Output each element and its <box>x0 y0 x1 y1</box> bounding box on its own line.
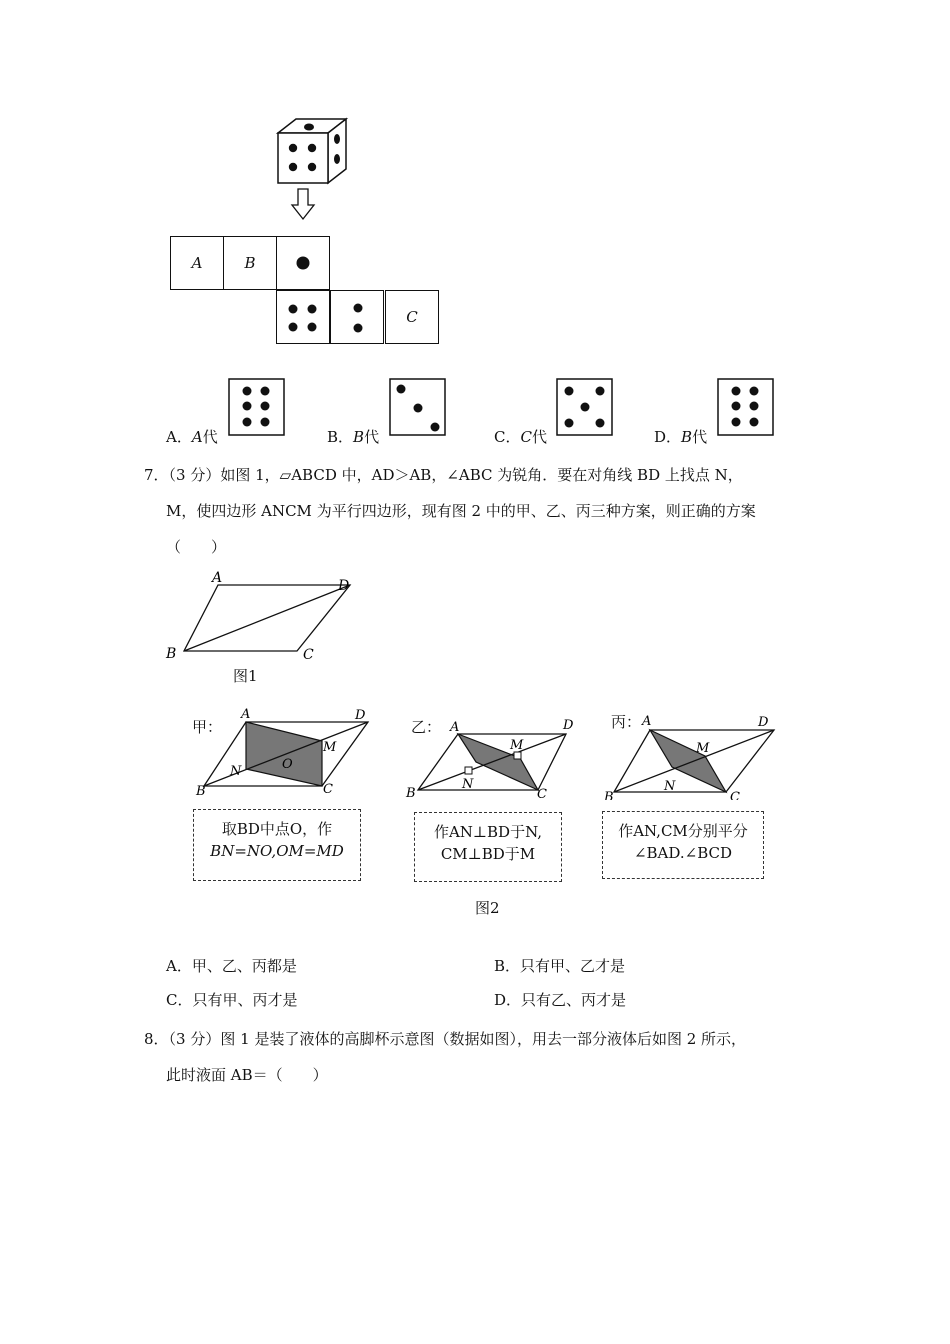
figure-2-caption: 图2 <box>475 899 500 917</box>
svg-text:B: B <box>604 790 614 800</box>
scheme-yi-label: 乙： <box>411 718 442 736</box>
svg-text:C: C <box>537 787 547 800</box>
scheme-jia-label: 甲： <box>192 718 223 736</box>
q7-line-1: 7．（3 分）如图 1，▱ABCD 中，AD＞AB，∠ABC 为锐角．要在对角线 BD 上找点 N， <box>144 466 743 484</box>
six-dots-icon <box>228 378 286 436</box>
scheme-yi-figure <box>402 704 592 800</box>
svg-text:B: B <box>196 784 206 799</box>
two-dots-icon <box>331 291 383 343</box>
svg-text:D: D <box>338 578 350 594</box>
q6-option-b[interactable]: B．B代 <box>327 428 380 446</box>
figure-1-parallelogram <box>160 568 370 668</box>
svg-text:O: O <box>282 757 293 772</box>
q6-option-a[interactable]: A．A代 <box>166 428 218 446</box>
q7-option-a[interactable]: A．甲、乙、丙都是 <box>166 957 297 975</box>
q8-line-1: 8．（3 分）图 1 是装了液体的高脚杯示意图（数据如图），用去一部分液体后如图 2 所示， <box>144 1030 747 1048</box>
q8-line-2: 此时液面 AB＝（ ） <box>166 1066 328 1084</box>
q7-option-d[interactable]: D．只有乙、丙才是 <box>494 991 627 1009</box>
q6-option-c[interactable]: C．C代 <box>494 428 547 446</box>
net-cell-a: A <box>170 236 224 290</box>
svg-text:A: A <box>212 570 223 586</box>
svg-text:B: B <box>406 786 416 800</box>
svg-text:A: A <box>642 714 652 729</box>
svg-text:C: C <box>303 647 314 663</box>
svg-text:M: M <box>510 738 524 753</box>
svg-text:M: M <box>323 740 337 755</box>
svg-text:B: B <box>166 646 177 662</box>
svg-text:C: C <box>323 782 333 797</box>
svg-text:N: N <box>230 764 242 779</box>
net-cell-c: C <box>385 290 439 344</box>
q7-option-c[interactable]: C．只有甲、丙才是 <box>166 991 298 1009</box>
svg-text:C: C <box>730 790 740 800</box>
net-cell-b: B <box>223 236 277 290</box>
q6-option-d[interactable]: D．B代 <box>654 428 708 446</box>
scheme-jia-box: 取BD中点O，作 BN=NO,OM=MD <box>193 809 361 881</box>
six-dots-icon <box>717 378 775 436</box>
cube-figure <box>270 115 350 225</box>
scheme-jia-figure <box>192 704 382 800</box>
three-dots-icon <box>389 378 447 436</box>
svg-text:A: A <box>241 707 251 722</box>
one-dot-icon <box>277 237 329 289</box>
svg-text:N: N <box>664 779 676 794</box>
svg-text:A: A <box>450 720 460 735</box>
five-dots-icon <box>556 378 614 436</box>
four-dots-icon <box>277 291 329 343</box>
scheme-bing-box: 作AN,CM分别平分 ∠BAD.∠BCD <box>602 811 764 879</box>
q7-line-2: M，使四边形 ANCM 为平行四边形，现有图 2 中的甲、乙、丙三种方案，则正确的方案 <box>166 502 756 520</box>
q7-option-b[interactable]: B．只有甲、乙才是 <box>494 957 626 975</box>
scheme-bing-label: 丙： <box>611 713 642 731</box>
svg-text:M: M <box>696 741 710 756</box>
figure-1-caption: 图1 <box>233 667 258 685</box>
svg-text:D: D <box>758 715 769 730</box>
q7-line-3: （ ） <box>166 538 227 556</box>
scheme-yi-box: 作AN⊥BD于N, CM⊥BD于M <box>414 812 562 882</box>
net-cell-four <box>276 290 330 344</box>
net-cell-two <box>330 290 384 344</box>
svg-text:D: D <box>563 718 574 733</box>
scheme-bing-figure <box>600 704 790 800</box>
svg-text:N: N <box>462 777 474 792</box>
svg-text:D: D <box>355 708 366 723</box>
net-cell-one <box>276 236 330 290</box>
